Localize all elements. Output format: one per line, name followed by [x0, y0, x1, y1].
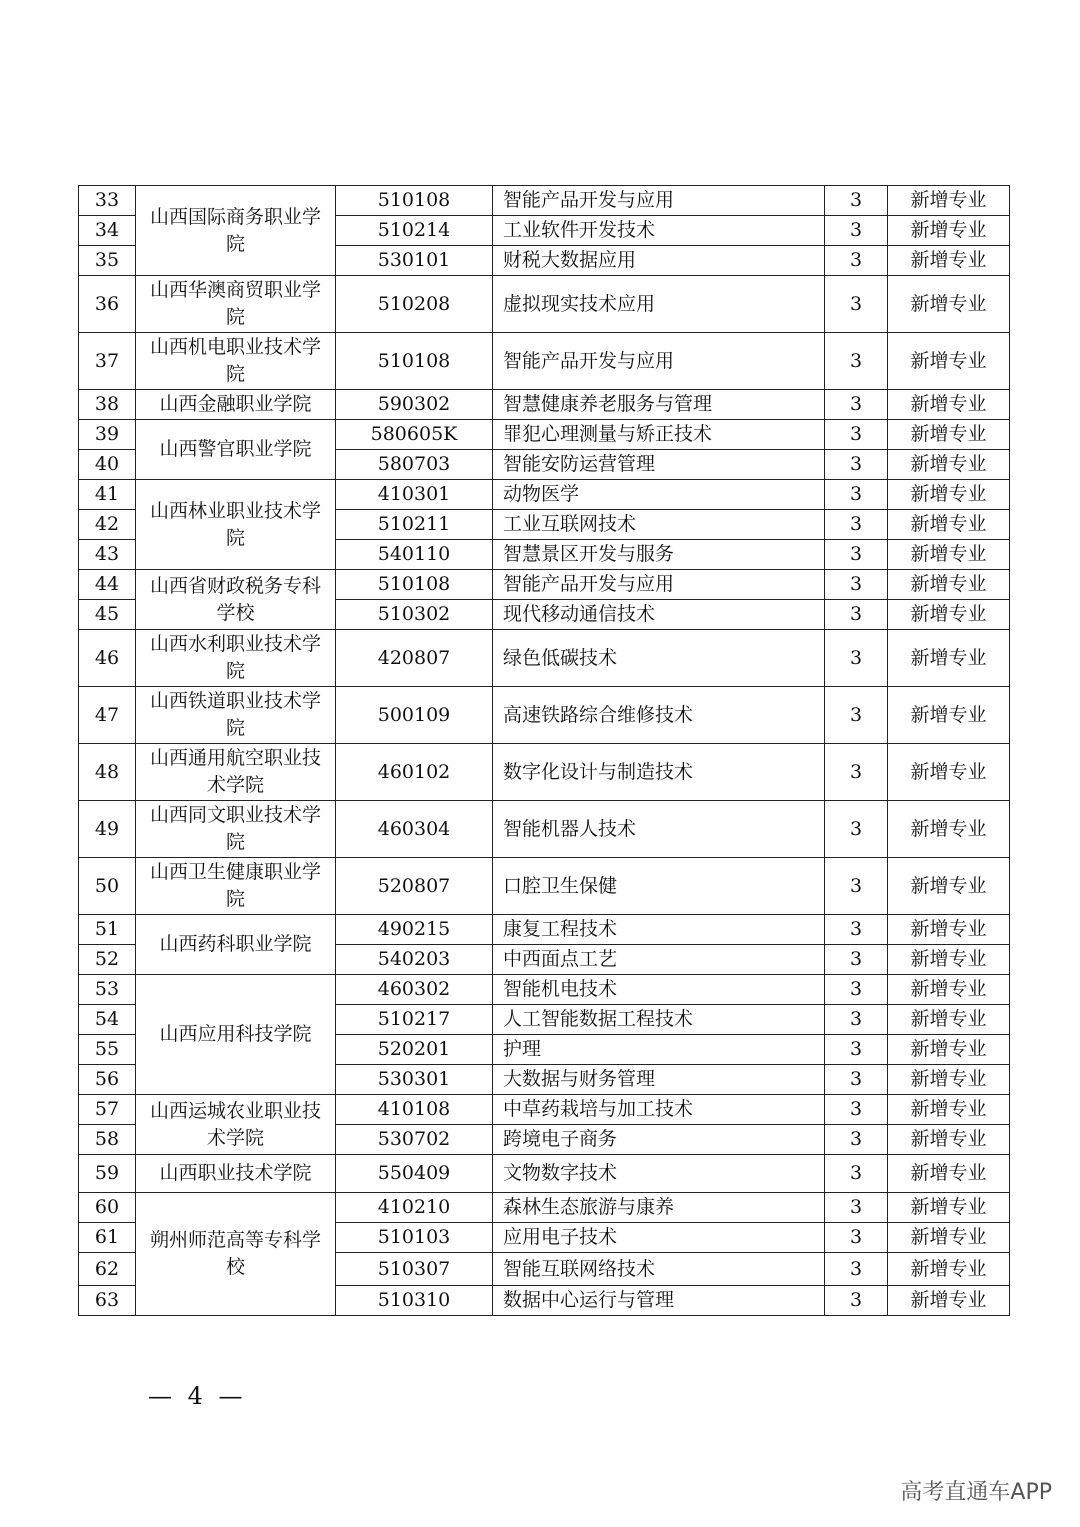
major-name: 文物数字技术	[493, 1155, 825, 1193]
row-number: 38	[79, 390, 136, 420]
table-row	[79, 1095, 1010, 1125]
major-type: 新增专业	[888, 1193, 1010, 1223]
row-number: 44	[79, 570, 136, 600]
school-name: 山西运城农业职业技术学院	[136, 1095, 336, 1155]
school-name: 山西国际商务职业学院	[136, 186, 336, 276]
major-type: 新增专业	[888, 630, 1010, 687]
school-name: 山西林业职业技术学院	[136, 480, 336, 570]
table-row	[79, 480, 1010, 510]
major-type: 新增专业	[888, 858, 1010, 915]
major-code: 490215	[336, 915, 493, 945]
major-type: 新增专业	[888, 1035, 1010, 1065]
major-name: 中西面点工艺	[493, 945, 825, 975]
school-name: 山西水利职业技术学院	[136, 630, 336, 687]
major-code: 420807	[336, 630, 493, 687]
major-name: 智能产品开发与应用	[493, 570, 825, 600]
major-name: 智能产品开发与应用	[493, 186, 825, 216]
study-years: 3	[825, 1253, 888, 1286]
school-name: 山西华澳商贸职业学院	[136, 276, 336, 333]
row-number: 50	[79, 858, 136, 915]
row-number: 34	[79, 216, 136, 246]
school-name: 山西应用科技学院	[136, 975, 336, 1095]
study-years: 3	[825, 1095, 888, 1125]
table-row	[79, 687, 1010, 744]
major-name: 虚拟现实技术应用	[493, 276, 825, 333]
major-code: 550409	[336, 1155, 493, 1193]
row-number: 57	[79, 1095, 136, 1125]
major-type: 新增专业	[888, 1223, 1010, 1253]
major-code: 410210	[336, 1193, 493, 1223]
major-name: 跨境电子商务	[493, 1125, 825, 1155]
major-type: 新增专业	[888, 510, 1010, 540]
study-years: 3	[825, 510, 888, 540]
major-code: 510108	[336, 333, 493, 390]
major-type: 新增专业	[888, 744, 1010, 801]
major-code: 460102	[336, 744, 493, 801]
major-type: 新增专业	[888, 216, 1010, 246]
major-name: 绿色低碳技术	[493, 630, 825, 687]
major-code: 510103	[336, 1223, 493, 1253]
school-name: 山西铁道职业技术学院	[136, 687, 336, 744]
major-name: 护理	[493, 1035, 825, 1065]
major-type: 新增专业	[888, 975, 1010, 1005]
major-code: 460304	[336, 801, 493, 858]
major-type: 新增专业	[888, 276, 1010, 333]
major-type: 新增专业	[888, 801, 1010, 858]
study-years: 3	[825, 1125, 888, 1155]
row-number: 45	[79, 600, 136, 630]
major-code: 540110	[336, 540, 493, 570]
study-years: 3	[825, 1223, 888, 1253]
major-type: 新增专业	[888, 420, 1010, 450]
major-code: 530702	[336, 1125, 493, 1155]
major-type: 新增专业	[888, 600, 1010, 630]
page-number: — 4 —	[148, 1382, 247, 1410]
major-name: 应用电子技术	[493, 1223, 825, 1253]
row-number: 56	[79, 1065, 136, 1095]
study-years: 3	[825, 858, 888, 915]
row-number: 49	[79, 801, 136, 858]
study-years: 3	[825, 1035, 888, 1065]
table-row	[79, 630, 1010, 687]
table-row	[79, 975, 1010, 1005]
study-years: 3	[825, 450, 888, 480]
row-number: 48	[79, 744, 136, 801]
school-name: 山西药科职业学院	[136, 915, 336, 975]
major-type: 新增专业	[888, 1286, 1010, 1316]
row-number: 33	[79, 186, 136, 216]
row-number: 39	[79, 420, 136, 450]
row-number: 36	[79, 276, 136, 333]
row-number: 55	[79, 1035, 136, 1065]
major-code: 530101	[336, 246, 493, 276]
school-name: 山西通用航空职业技术学院	[136, 744, 336, 801]
major-code: 410108	[336, 1095, 493, 1125]
major-name: 罪犯心理测量与矫正技术	[493, 420, 825, 450]
row-number: 41	[79, 480, 136, 510]
major-code: 590302	[336, 390, 493, 420]
row-number: 40	[79, 450, 136, 480]
major-code: 460302	[336, 975, 493, 1005]
major-name: 智能产品开发与应用	[493, 333, 825, 390]
study-years: 3	[825, 186, 888, 216]
row-number: 62	[79, 1253, 136, 1286]
major-type: 新增专业	[888, 1065, 1010, 1095]
table-row	[79, 420, 1010, 450]
row-number: 35	[79, 246, 136, 276]
study-years: 3	[825, 1193, 888, 1223]
major-name: 智慧景区开发与服务	[493, 540, 825, 570]
major-code: 510302	[336, 600, 493, 630]
table-row	[79, 570, 1010, 600]
row-number: 47	[79, 687, 136, 744]
major-name: 康复工程技术	[493, 915, 825, 945]
table-row	[79, 186, 1010, 216]
school-name: 山西省财政税务专科学校	[136, 570, 336, 630]
row-number: 63	[79, 1286, 136, 1316]
study-years: 3	[825, 1286, 888, 1316]
major-name: 动物医学	[493, 480, 825, 510]
major-code: 520201	[336, 1035, 493, 1065]
major-name: 人工智能数据工程技术	[493, 1005, 825, 1035]
row-number: 52	[79, 945, 136, 975]
row-number: 43	[79, 540, 136, 570]
study-years: 3	[825, 216, 888, 246]
major-type: 新增专业	[888, 480, 1010, 510]
major-type: 新增专业	[888, 1005, 1010, 1035]
major-code: 520807	[336, 858, 493, 915]
major-code: 410301	[336, 480, 493, 510]
table-row	[79, 801, 1010, 858]
table-body	[79, 186, 1010, 1316]
major-type: 新增专业	[888, 687, 1010, 744]
study-years: 3	[825, 276, 888, 333]
row-number: 60	[79, 1193, 136, 1223]
row-number: 61	[79, 1223, 136, 1253]
major-name: 现代移动通信技术	[493, 600, 825, 630]
school-name: 山西金融职业学院	[136, 390, 336, 420]
major-name: 智能机电技术	[493, 975, 825, 1005]
study-years: 3	[825, 1005, 888, 1035]
major-code: 510108	[336, 570, 493, 600]
study-years: 3	[825, 687, 888, 744]
study-years: 3	[825, 1065, 888, 1095]
study-years: 3	[825, 246, 888, 276]
major-type: 新增专业	[888, 186, 1010, 216]
major-type: 新增专业	[888, 945, 1010, 975]
school-name: 山西同文职业技术学院	[136, 801, 336, 858]
major-type: 新增专业	[888, 390, 1010, 420]
major-name: 口腔卫生保健	[493, 858, 825, 915]
table-row	[79, 333, 1010, 390]
school-name: 山西机电职业技术学院	[136, 333, 336, 390]
major-code: 510208	[336, 276, 493, 333]
table-row	[79, 1155, 1010, 1193]
table-row	[79, 276, 1010, 333]
study-years: 3	[825, 570, 888, 600]
row-number: 53	[79, 975, 136, 1005]
major-type: 新增专业	[888, 570, 1010, 600]
major-name: 大数据与财务管理	[493, 1065, 825, 1095]
major-code: 580605K	[336, 420, 493, 450]
school-name: 朔州师范高等专科学校	[136, 1193, 336, 1316]
school-name: 山西卫生健康职业学院	[136, 858, 336, 915]
major-name: 智慧健康养老服务与管理	[493, 390, 825, 420]
row-number: 58	[79, 1125, 136, 1155]
major-code: 500109	[336, 687, 493, 744]
major-name: 数字化设计与制造技术	[493, 744, 825, 801]
row-number: 46	[79, 630, 136, 687]
watermark: 高考直通车APP	[900, 1480, 1052, 1505]
major-name: 工业互联网技术	[493, 510, 825, 540]
major-code: 510108	[336, 186, 493, 216]
study-years: 3	[825, 915, 888, 945]
major-code: 510214	[336, 216, 493, 246]
school-name: 山西警官职业学院	[136, 420, 336, 480]
table-row	[79, 1193, 1010, 1223]
table-row	[79, 915, 1010, 945]
major-name: 智能安防运营管理	[493, 450, 825, 480]
major-type: 新增专业	[888, 915, 1010, 945]
major-code: 530301	[336, 1065, 493, 1095]
major-type: 新增专业	[888, 1253, 1010, 1286]
study-years: 3	[825, 744, 888, 801]
school-name: 山西职业技术学院	[136, 1155, 336, 1193]
major-type: 新增专业	[888, 1155, 1010, 1193]
table-row	[79, 390, 1010, 420]
major-name: 工业软件开发技术	[493, 216, 825, 246]
major-name: 森林生态旅游与康养	[493, 1193, 825, 1223]
major-type: 新增专业	[888, 450, 1010, 480]
study-years: 3	[825, 480, 888, 510]
majors-table	[78, 185, 1010, 1316]
row-number: 54	[79, 1005, 136, 1035]
major-type: 新增专业	[888, 1125, 1010, 1155]
table-row	[79, 858, 1010, 915]
study-years: 3	[825, 600, 888, 630]
study-years: 3	[825, 1155, 888, 1193]
major-name: 智能互联网络技术	[493, 1253, 825, 1286]
study-years: 3	[825, 945, 888, 975]
study-years: 3	[825, 540, 888, 570]
study-years: 3	[825, 390, 888, 420]
major-type: 新增专业	[888, 246, 1010, 276]
major-name: 数据中心运行与管理	[493, 1286, 825, 1316]
major-code: 510211	[336, 510, 493, 540]
major-name: 中草药栽培与加工技术	[493, 1095, 825, 1125]
major-name: 高速铁路综合维修技术	[493, 687, 825, 744]
study-years: 3	[825, 801, 888, 858]
study-years: 3	[825, 975, 888, 1005]
study-years: 3	[825, 630, 888, 687]
row-number: 59	[79, 1155, 136, 1193]
study-years: 3	[825, 333, 888, 390]
major-code: 510217	[336, 1005, 493, 1035]
major-type: 新增专业	[888, 540, 1010, 570]
major-type: 新增专业	[888, 1095, 1010, 1125]
major-type: 新增专业	[888, 333, 1010, 390]
major-code: 580703	[336, 450, 493, 480]
table-row	[79, 744, 1010, 801]
major-code: 510307	[336, 1253, 493, 1286]
major-name: 财税大数据应用	[493, 246, 825, 276]
major-code: 540203	[336, 945, 493, 975]
row-number: 51	[79, 915, 136, 945]
row-number: 37	[79, 333, 136, 390]
study-years: 3	[825, 420, 888, 450]
major-code: 510310	[336, 1286, 493, 1316]
row-number: 42	[79, 510, 136, 540]
major-name: 智能机器人技术	[493, 801, 825, 858]
